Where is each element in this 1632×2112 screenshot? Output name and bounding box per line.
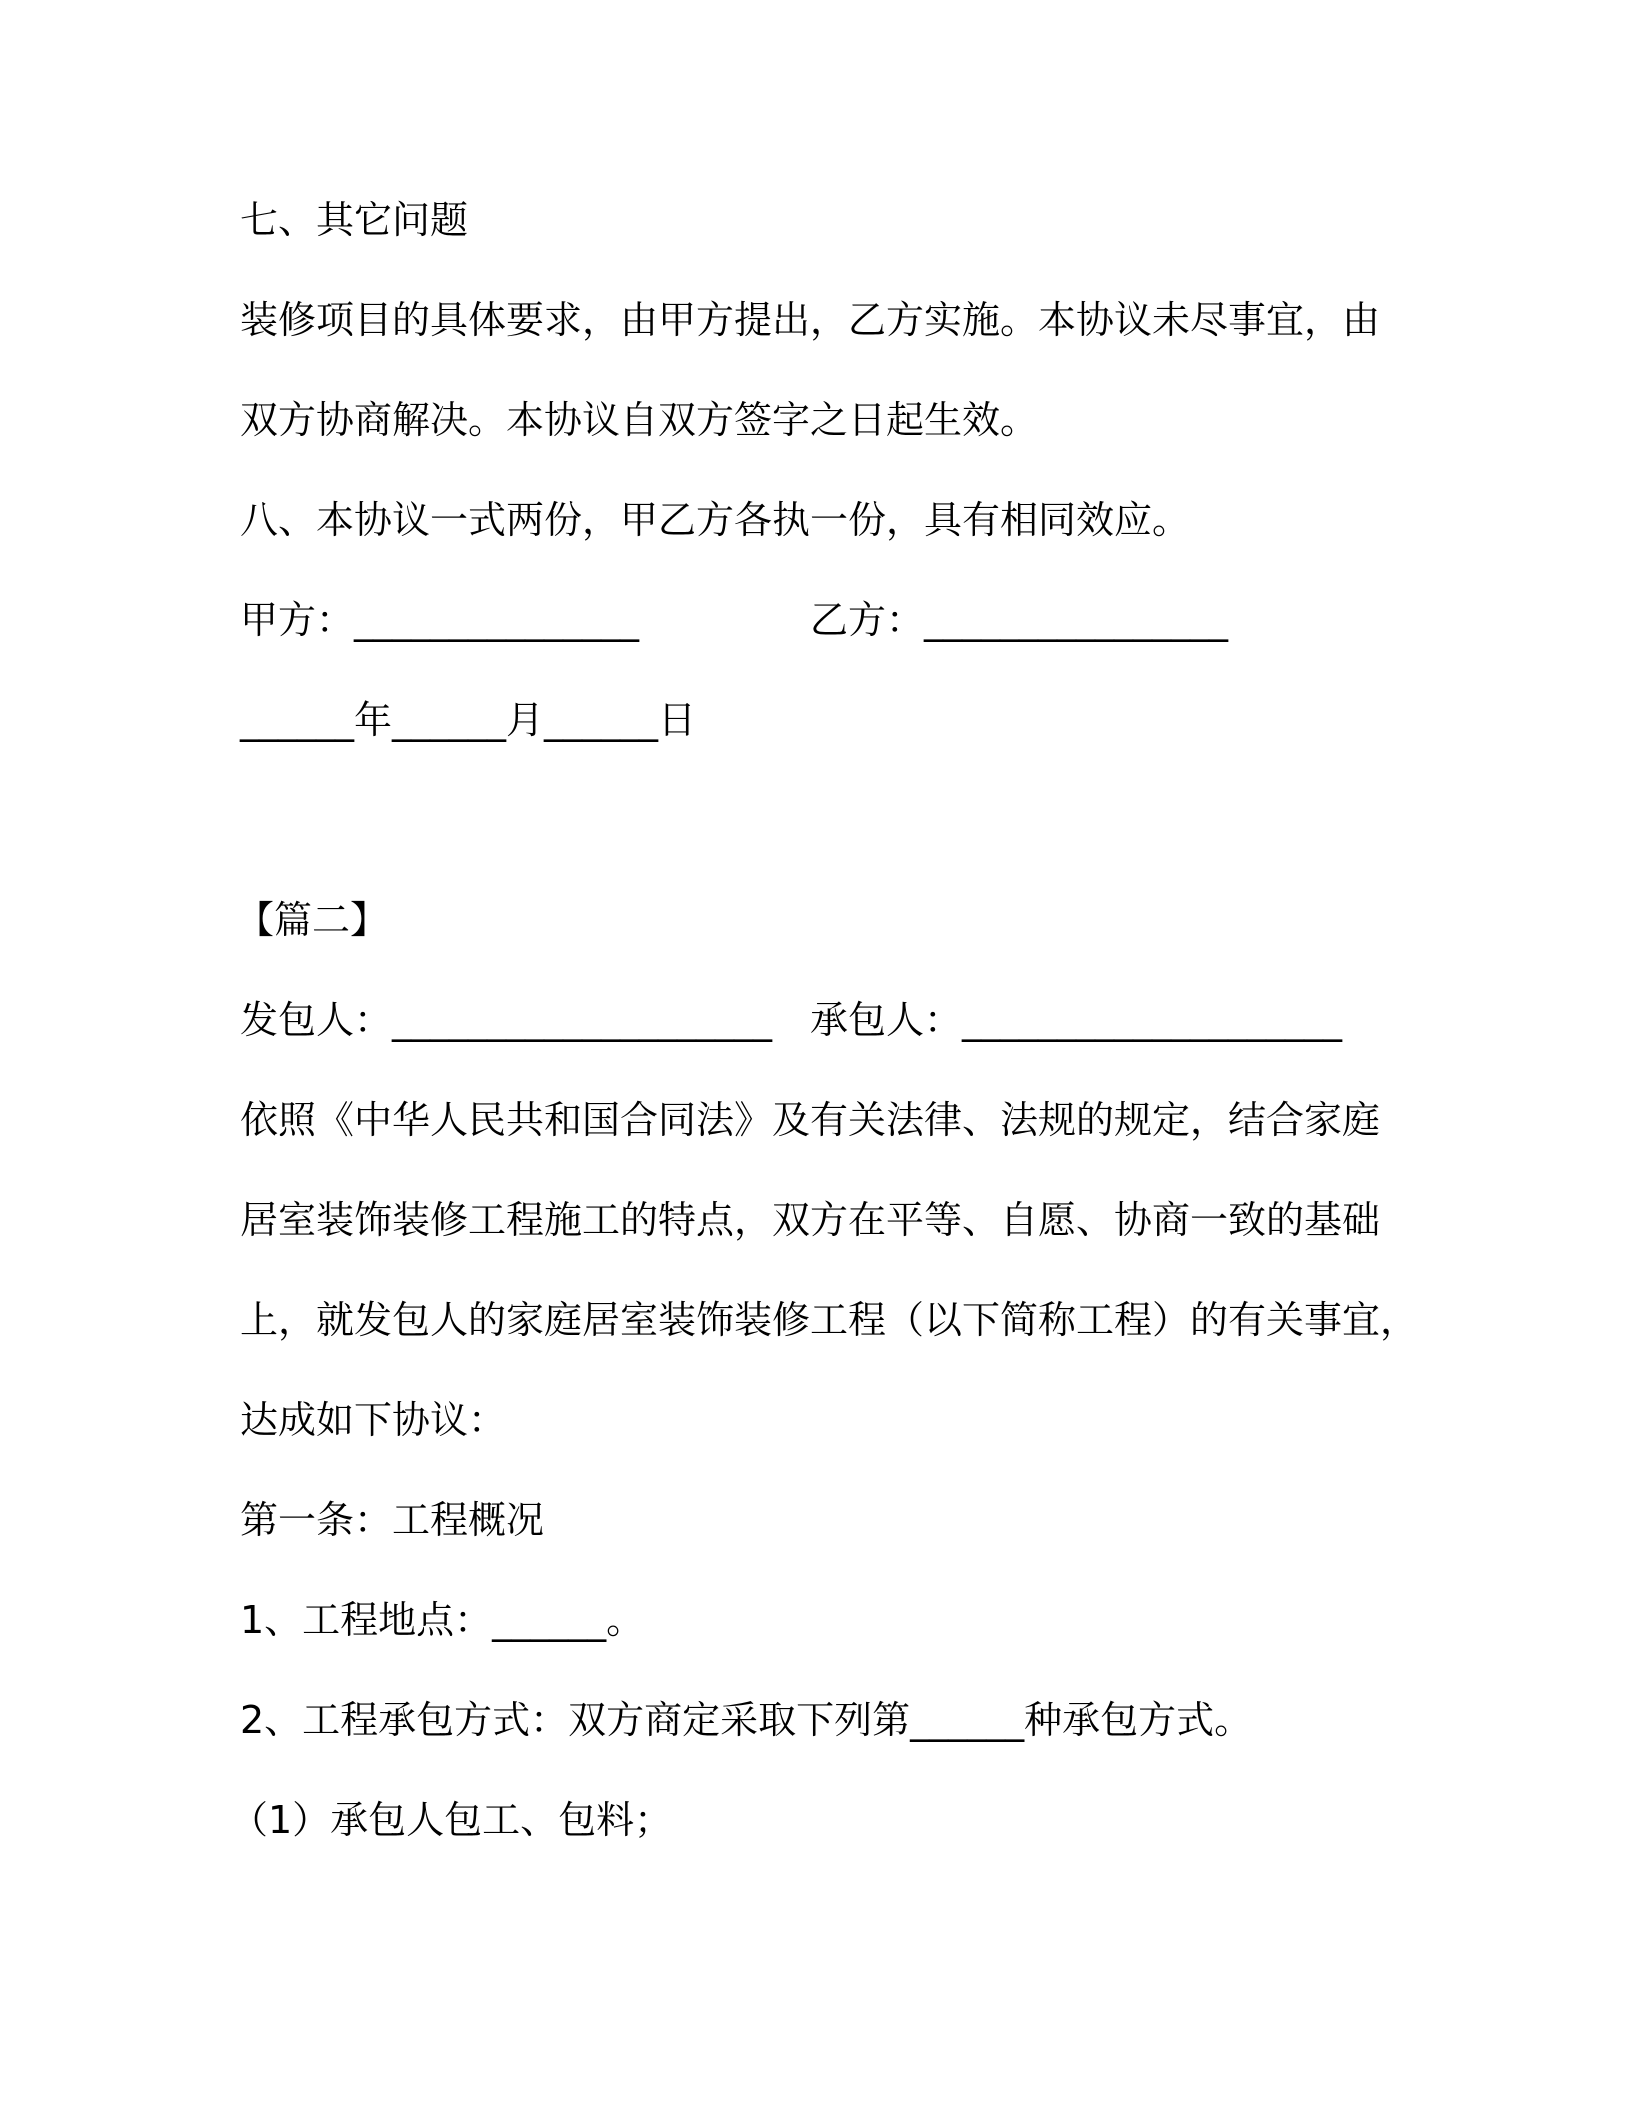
article-1-item-2-option-1: （1）承包人包工、包料； bbox=[230, 1798, 673, 1842]
section-7-heading: 七、其它问题 bbox=[240, 198, 469, 242]
article-1-heading: 第一条：工程概况 bbox=[240, 1498, 545, 1542]
employer-signature-line: 发包人：____________________ bbox=[240, 998, 773, 1042]
signature-date-line: ______年______月______日 bbox=[240, 698, 697, 742]
section-8-text: 八、本协议一式两份，甲乙方各执一份，具有相同效应。 bbox=[240, 498, 1191, 542]
intro-paragraph-line-3: 上，就发包人的家庭居室装饰装修工程（以下简称工程）的有关事宜， bbox=[240, 1298, 1419, 1342]
intro-paragraph-line-1: 依照《中华人民共和国合同法》及有关法律、法规的规定，结合家庭 bbox=[240, 1098, 1381, 1142]
article-1-item-1: 1、工程地点：______。 bbox=[240, 1598, 645, 1642]
article-1-item-2: 2、工程承包方式：双方商定采取下列第______种承包方式。 bbox=[240, 1698, 1253, 1742]
section-7-paragraph-line-1: 装修项目的具体要求，由甲方提出，乙方实施。本协议未尽事宜，由 bbox=[240, 298, 1381, 342]
party-b-signature-line: 乙方：________________ bbox=[810, 598, 1229, 642]
part-2-heading: 【篇二】 bbox=[236, 898, 389, 942]
intro-paragraph-line-4: 达成如下协议： bbox=[240, 1398, 507, 1442]
party-a-signature-line: 甲方：_______________ bbox=[240, 598, 640, 642]
intro-paragraph-line-2: 居室装饰装修工程施工的特点，双方在平等、自愿、协商一致的基础 bbox=[240, 1198, 1381, 1242]
section-7-paragraph-line-2: 双方协商解决。本协议自双方签字之日起生效。 bbox=[240, 398, 1039, 442]
contractor-signature-line: 承包人：____________________ bbox=[810, 998, 1343, 1042]
